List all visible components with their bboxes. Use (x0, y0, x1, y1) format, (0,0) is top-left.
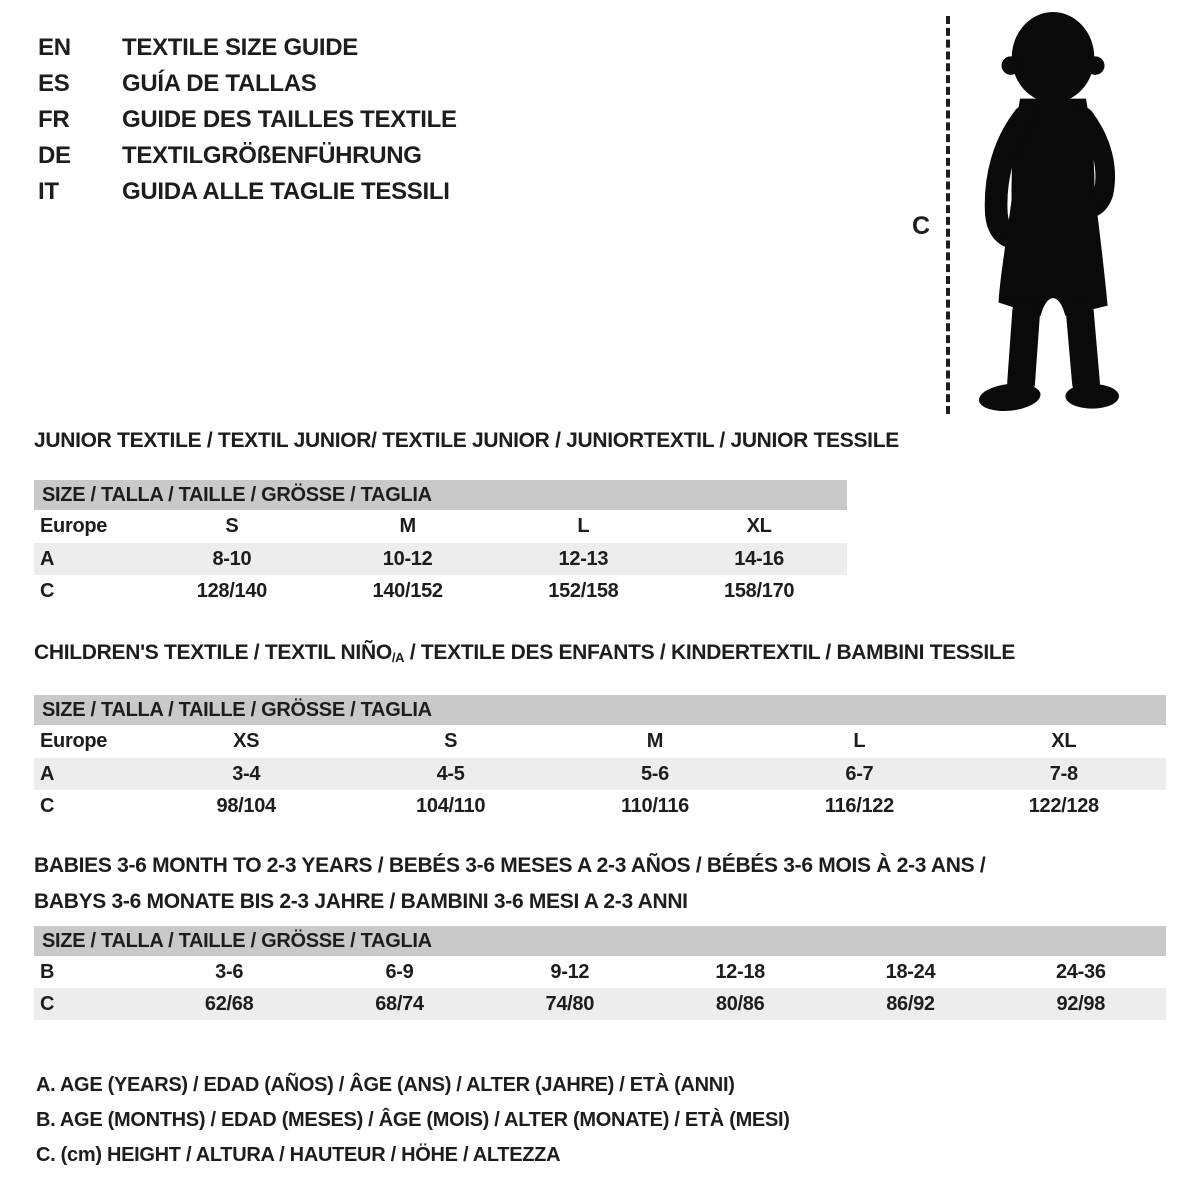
row-cell: 12-18 (715, 961, 765, 983)
table-size-header: SIZE / TALLA / TAILLE / GRÖSSE / TAGLIA (34, 695, 1166, 725)
row-cell: 152/158 (548, 580, 619, 602)
row-cell: 10-12 (382, 548, 433, 570)
row-cell: 18-24 (885, 961, 936, 983)
toddler-silhouette-icon (962, 10, 1142, 422)
size-column-header: XL (746, 515, 772, 537)
figure-height-label: C (912, 212, 930, 240)
footnote: B. AGE (MONTHS) / EDAD (MESES) / ÂGE (MOIS) / ALTER (MONATE) / ETÀ (MESI) (36, 1109, 790, 1131)
row-cell: 9-12 (550, 961, 590, 983)
language-title: GUIDA ALLE TAGLIE TESSILI (122, 178, 450, 205)
row-cell: 104/110 (416, 794, 486, 817)
section-title-text: BABYS 3-6 MONATE BIS 2-3 JAHRE / BAMBINI 3-6 MESI A 2-3 ANNI (34, 890, 688, 913)
section-title (34, 848, 1166, 920)
row-cell: 4-5 (436, 762, 465, 785)
row-label: A (40, 548, 55, 570)
table-size-header: SIZE / TALLA / TAILLE / GRÖSSE / TAGLIA (34, 480, 847, 510)
language-row (38, 102, 457, 138)
row-cell: 110/116 (620, 794, 689, 817)
section-title-text: JUNIOR TEXTILE / TEXTIL JUNIOR/ TEXTILE JUNIOR / JUNIORTEXTIL / JUNIOR TESSILE (34, 429, 899, 452)
size-column-header: S (225, 515, 239, 537)
table-row (34, 543, 847, 575)
table-row (34, 575, 847, 607)
region-label: Europe (40, 515, 108, 537)
language-title: TEXTILE SIZE GUIDE (122, 34, 358, 61)
row-cell: 5-6 (640, 762, 669, 785)
size-table (34, 480, 847, 607)
row-label: A (40, 762, 55, 785)
section-title-text: BABIES 3-6 MONTH TO 2-3 YEARS / BEBÉS 3-6 MESES A 2-3 AÑOS / BÉBÉS 3-6 MOIS À 2-3 ANS / (34, 854, 986, 877)
row-cell: 158/170 (724, 580, 795, 602)
row-cell: 80/86 (715, 993, 765, 1015)
section-title-text: /A (391, 649, 405, 665)
footnotes (36, 1068, 790, 1173)
size-column-header: M (399, 515, 416, 537)
row-cell: 8-10 (212, 548, 252, 570)
section-title-line (34, 428, 899, 454)
table-header-row (34, 510, 847, 543)
size-column-header: L (853, 729, 866, 752)
table-row (34, 758, 1166, 790)
language-guide (38, 30, 457, 210)
table-row (34, 988, 1166, 1020)
language-code: IT (38, 178, 59, 205)
size-column-header: S (444, 729, 458, 752)
row-cell: 6-7 (845, 762, 874, 785)
row-label: C (40, 580, 55, 602)
row-label: B (40, 961, 55, 983)
table-size-header: SIZE / TALLA / TAILLE / GRÖSSE / TAGLIA (34, 926, 1166, 956)
row-cell: 3-4 (232, 762, 261, 785)
table-row (34, 790, 1166, 822)
row-cell: 122/128 (1028, 794, 1099, 817)
section-title-text: CHILDREN'S TEXTILE / TEXTIL NIÑO (34, 641, 392, 664)
language-code: EN (38, 34, 71, 61)
row-cell: 68/74 (375, 993, 424, 1015)
size-table-section-junior (34, 428, 899, 607)
language-row (38, 66, 457, 102)
section-title-line (34, 848, 1166, 884)
section-title (34, 640, 1166, 671)
language-code: DE (38, 142, 71, 169)
row-label: C (40, 794, 55, 817)
row-cell: 140/152 (372, 580, 443, 602)
table-row (34, 956, 1166, 988)
language-row (38, 30, 457, 66)
table-header-row (34, 725, 1166, 758)
size-table (34, 695, 1166, 822)
row-cell: 14-16 (734, 548, 784, 570)
row-cell: 128/140 (196, 580, 267, 602)
row-cell: 12-13 (558, 548, 609, 570)
size-column-header: L (577, 515, 590, 537)
size-table (34, 926, 1166, 1020)
language-code: FR (38, 106, 70, 133)
row-cell: 98/104 (216, 794, 276, 817)
row-cell: 116/122 (824, 794, 894, 817)
row-label: C (40, 993, 55, 1015)
row-cell: 3-6 (215, 961, 244, 983)
section-title (34, 428, 899, 454)
footnote: C. (cm) HEIGHT / ALTURA / HAUTEUR / HÖHE / ALTEZZA (36, 1144, 561, 1166)
footnote: A. AGE (YEARS) / EDAD (AÑOS) / ÂGE (ANS) / ALTER (JAHRE) / ETÀ (ANNI) (36, 1074, 735, 1096)
row-cell: 92/98 (1056, 993, 1106, 1015)
language-row (38, 174, 457, 210)
language-title: GUÍA DE TALLAS (122, 70, 317, 97)
language-title: GUIDE DES TAILLES TEXTILE (122, 106, 457, 133)
row-cell: 6-9 (385, 961, 414, 983)
row-cell: 24-36 (1055, 961, 1106, 983)
section-title-line (34, 640, 1166, 671)
section-title-text: / TEXTILE DES ENFANTS / KINDERTEXTIL / BAMBINI TESSILE (404, 641, 1016, 664)
row-cell: 7-8 (1049, 762, 1078, 785)
size-column-header: XS (233, 729, 260, 752)
size-column-header: M (646, 729, 664, 752)
height-dashed-line (946, 16, 950, 414)
size-table-section-children (34, 640, 1166, 822)
language-row (38, 138, 457, 174)
region-label: Europe (40, 729, 108, 752)
size-column-header: XL (1051, 729, 1077, 752)
language-title: TEXTILGRÖßENFÜHRUNG (122, 142, 422, 169)
section-title-line (34, 884, 1166, 920)
size-table-section-babies (34, 848, 1166, 1020)
row-cell: 74/80 (545, 993, 595, 1015)
row-cell: 86/92 (886, 993, 935, 1015)
language-code: ES (38, 70, 70, 97)
row-cell: 62/68 (204, 993, 254, 1015)
